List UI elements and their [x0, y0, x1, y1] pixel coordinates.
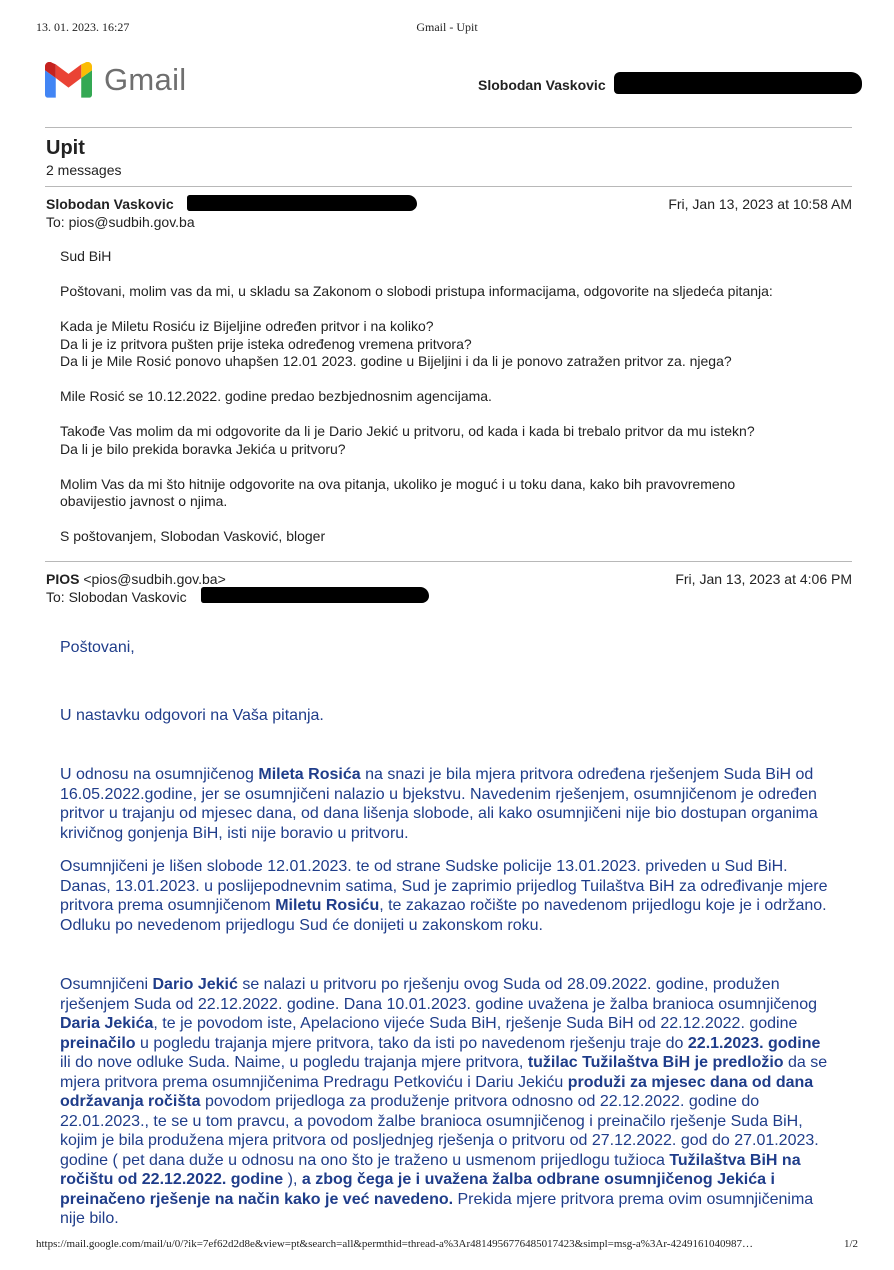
- message-line: Da li je Mile Rosić ponovo uhapšen 12.01 2023. godine u Bijeljini i da li je ponovo zatražen pritvor za. njega?: [60, 353, 732, 369]
- emphasis-text: Miletu Rosiću: [275, 897, 380, 914]
- print-footer: [36, 1238, 858, 1254]
- message-count: 2 messages: [46, 162, 122, 178]
- message-paragraph: [60, 388, 850, 406]
- message-line: Da li je bilo prekida boravka Jekića u pritvoru?: [60, 440, 346, 457]
- divider: [45, 127, 852, 128]
- message2-body: [60, 638, 835, 1229]
- emphasis-text: Tužilaštva BiH na ročištu od 22.12.2022. godine: [60, 1151, 801, 1188]
- message-line: Mile Rosić se 10.12.2022. godine predao bezbjednosnim agencijama.: [60, 388, 492, 404]
- reply-paragraph: [60, 765, 835, 843]
- message-paragraph: [60, 318, 850, 371]
- text-run: , te zakazao ročište po navedenom prijedlogu koje je i održano. Odluku po nevedenom prijedlogu Sud će donijeti u zakonskom roku.: [60, 897, 827, 934]
- text-run: u pogledu trajanja mjere pritvora, tako da isti po navedenom rješenju traje do: [135, 1034, 688, 1052]
- message-line: S poštovanjem, Slobodan Vasković, bloger: [60, 528, 326, 544]
- message-line: Poštovani, molim vas da mi, u skladu sa Zakonom o slobodi pristupa informacijama, odgovorite na sljedeća pitanja:: [60, 283, 773, 299]
- text-run: , te je povodom iste, Apelaciono vijeće Suda BiH, rješenje Suda BiH od 22.12.2022. godine: [153, 1015, 798, 1032]
- reply-paragraph: [60, 975, 835, 1229]
- print-header: [36, 20, 858, 36]
- message-paragraph: [60, 423, 850, 458]
- text-run: U odnosu na osumnjičenog: [60, 766, 259, 783]
- reply-intro: U nastavku odgovori na Vaša pitanja.: [60, 706, 324, 724]
- message2-to: [46, 589, 187, 605]
- message1-to: [46, 214, 195, 230]
- redaction-bar: [614, 72, 862, 94]
- message-paragraph: [60, 528, 850, 546]
- text-run: se nalazi u pritvoru po rješenju ovog Suda od 28.09.2022. godine, produžen rješenjem Suda od 22.12.2022. godine. Dana 10.01.2023. godine uvažena je žalba branioca osumnjičenog: [60, 976, 817, 1013]
- text-run: Prekida mjere pritvora prema ovim osumnjičenima nije bilo.: [60, 1190, 814, 1227]
- text-run: ),: [283, 1171, 302, 1188]
- text-run: ili do nove odluke Suda. Naime, u pogledu trajanja mjere pritvora,: [60, 1054, 528, 1071]
- emphasis-text: Daria Jekića: [60, 1015, 154, 1032]
- message2-date: Fri, Jan 13, 2023 at 4:06 PM: [675, 571, 852, 587]
- recipient: Slobodan Vaskovic: [68, 589, 187, 605]
- text-run: Osumnjičeni: [60, 976, 153, 993]
- emphasis-text: tužilac Tužilaštva BiH je predložio: [527, 1054, 784, 1071]
- message-paragraph: [60, 283, 850, 301]
- reply-paragraph: [60, 857, 835, 935]
- to-label: To:: [46, 589, 65, 605]
- divider: [45, 186, 852, 187]
- account-name: Slobodan Vaskovic: [478, 77, 606, 93]
- text-run: na snazi je bila mjera pritvora određena rješenjem Suda BiH od 16.05.2022.godine, jer se osumnjičeni nalazio u bjekstvu. Navedenim rješenjem, osumnjičenom je određen pritvor u trajanju od mjesec dana, od dana lišenja slobode, ali kako osumnjičeni nije bio dostupan organima krivičnog gonjenja BiH, isti nije boravio u pritvoru.: [60, 766, 818, 842]
- message1-from: [46, 196, 174, 212]
- divider: [45, 561, 852, 562]
- to-label: To:: [46, 214, 65, 230]
- text-run: da se mjera pritvora prema osumnjičenima Predragu Petkoviću i Dariu Jekiću: [60, 1054, 828, 1091]
- sender-email: <pios@sudbih.gov.ba>: [83, 571, 226, 587]
- redaction-bar: [187, 195, 417, 211]
- sender-name: Slobodan Vaskovic: [46, 196, 174, 212]
- print-datetime: 13. 01. 2023. 16:27: [36, 20, 130, 34]
- message1-date: Fri, Jan 13, 2023 at 10:58 AM: [668, 196, 852, 212]
- emphasis-text: 22.1.2023. godine: [687, 1034, 821, 1052]
- message-line: obavijestio javnost o njima.: [60, 493, 228, 509]
- emphasis-text: Mileta Rosića: [258, 766, 361, 783]
- message-line: Takođe Vas molim da mi odgovorite da li je Dario Jekić u pritvoru, od kada i kada bi trebalo pritvor da mu istekn?: [60, 423, 755, 439]
- message2-from: [46, 571, 226, 587]
- text-run: Osumnjičeni je lišen slobode 12.01.2023. te od strane Sudske policije 13.01.2023. priveden u Sud BiH. Danas, 13.01.2023. u poslijepodnevnim satima, Sud je zaprimio prijedlog Tuilaštva BiH za određivanje mjere pritvora prema osumnjičenom: [60, 858, 828, 914]
- reply-greeting: Poštovani,: [60, 639, 135, 656]
- emphasis-text: preinačilo: [60, 1034, 136, 1052]
- message-paragraph: [60, 248, 850, 266]
- gmail-wordmark: Gmail: [104, 62, 187, 97]
- text-run: povodom prijedloga za produženje pritvora odnosno od 22.12.2022. godine do 22.01.2023., te se u tom pravcu, a povodom žalbe branioca osumnjičenog i preinačilo rješenje Suda BiH, kojim je bila produžena mjera pritvora od posljednjeg rješenja o pritvoru od 27.12.2022. god do 27.01.2023. godine ( pet dana duže u odnosu na ono što je traženo u usmenom prijedlogu tužioca: [60, 1093, 819, 1169]
- print-title: Gmail - Upit: [416, 20, 478, 34]
- gmail-m-icon: [45, 62, 92, 98]
- sender-name: PIOS: [46, 571, 80, 587]
- message-line: Kada je Miletu Rosiću iz Bijeljine određen pritvor i na koliko?: [60, 318, 434, 334]
- recipient: pios@sudbih.gov.ba: [68, 214, 195, 230]
- emphasis-text: Dario Jekić: [152, 976, 238, 993]
- gmail-logo: [45, 62, 186, 98]
- emphasis-text: a zbog čega je i uvažena žalba odbrane osumnjičenog Jekića i preinačeno rješenje na način kako je već navedeno.: [60, 1171, 775, 1208]
- message-line: Sud BiH: [60, 248, 112, 264]
- message1-body: [60, 248, 850, 563]
- message-line: Da li je iz pritvora pušten prije isteka određenog vremena pritvora?: [60, 335, 472, 352]
- message-line: Molim Vas da mi što hitnije odgovorite na ova pitanja, ukoliko je moguć i u toku dana, kako bih pravovremeno: [60, 475, 736, 492]
- redaction-bar: [201, 587, 429, 603]
- emphasis-text: produži za mjesec dana od dana održavanja ročišta: [60, 1073, 814, 1110]
- message-paragraph: [60, 476, 850, 511]
- page-number: 1/2: [843, 1238, 858, 1250]
- print-url: https://mail.google.com/mail/u/0/?ik=7ef62d2d8e&view=pt&search=all&permthid=thread-a%3Ar4814956776485017423&simpl=msg-a%3Ar-4249161040987…: [36, 1238, 753, 1250]
- thread-subject: Upit: [46, 137, 85, 159]
